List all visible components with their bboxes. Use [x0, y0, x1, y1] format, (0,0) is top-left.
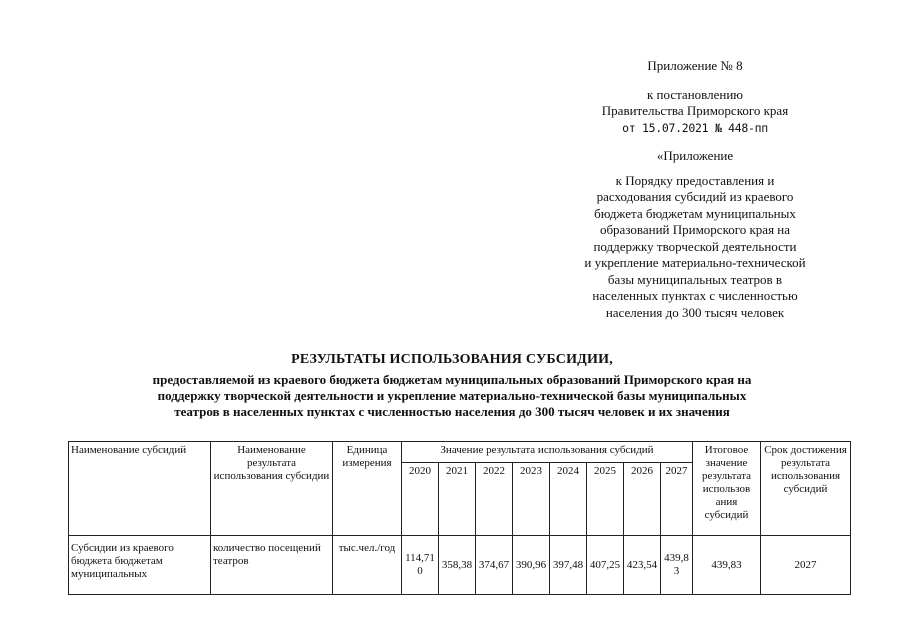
appendix-number: Приложение № 8 — [647, 58, 743, 73]
appendix-order-line: и укрепление материально-технической — [584, 255, 806, 270]
row-result-name: количество посещений театров — [211, 536, 333, 595]
row-value-2024: 397,48 — [550, 536, 587, 595]
header-deadline: Срок достижения результата использования субсидий — [761, 442, 851, 536]
results-table — [68, 441, 851, 595]
row-value-2021: 358,38 — [439, 536, 476, 595]
row-value-2022: 374,67 — [476, 536, 513, 595]
header-result-name: Наименование результата использования субсидии — [211, 442, 333, 536]
appendix-order-line: населения до 300 тысяч человек — [605, 304, 785, 320]
appendix-order-line: к Порядку предоставления и — [615, 172, 775, 188]
appendix-header — [545, 58, 845, 321]
row-value-2025: 407,25 — [587, 536, 624, 595]
document-title — [70, 352, 834, 420]
row-value-2027: 439,83 — [661, 536, 693, 595]
header-total: Итоговое значение результата использов ания субсидий — [693, 442, 761, 536]
header-unit: Единица измерения — [333, 442, 402, 536]
header-year: 2021 — [439, 463, 476, 536]
appendix-order-line: расходования субсидий из краевого — [596, 189, 794, 204]
header-year: 2023 — [513, 463, 550, 536]
row-value-2023: 390,96 — [513, 536, 550, 595]
header-year: 2026 — [624, 463, 661, 536]
header-year: 2022 — [476, 463, 513, 536]
row-subsidy-name: Субсидии из краевого бюджета бюджетам муниципальных — [69, 536, 211, 595]
appendix-order-line: бюджета бюджетам муниципальных — [594, 205, 796, 221]
appendix-order-line: базы муниципальных театров в — [607, 271, 783, 287]
row-value-2026: 423,54 — [624, 536, 661, 595]
header-year: 2027 — [661, 463, 693, 536]
header-values-group: Значение результата использования субсидий — [402, 442, 693, 463]
appendix-order-line: поддержку творческой деятельности — [593, 238, 797, 254]
appendix-government: Правительства Приморского края — [601, 103, 789, 118]
row-total: 439,83 — [693, 536, 761, 595]
document-subtitle-line: предоставляемой из краевого бюджета бюджетам муниципальных образований Приморского края на — [152, 372, 752, 387]
appendix-order-line: образований Приморского края на — [599, 222, 791, 237]
document-subtitle-line: театров в населенных пунктах с численностью населения до 300 тысяч человек и их значения — [174, 404, 730, 419]
row-value-2020: 114,710 — [402, 536, 439, 595]
document-subtitle-line: поддержку творческой деятельности и укрепление материально-технической базы муниципальных — [157, 388, 747, 403]
header-year: 2025 — [587, 463, 624, 536]
table-header-row — [69, 442, 851, 463]
row-deadline: 2027 — [761, 536, 851, 595]
row-unit: тыс.чел./год — [333, 536, 402, 595]
appendix-decree-date: от 15.07.2021 № 448-пп — [622, 120, 768, 135]
appendix-quote-title: «Приложение — [656, 148, 734, 163]
header-year: 2024 — [550, 463, 587, 536]
document-main-title: РЕЗУЛЬТАТЫ ИСПОЛЬЗОВАНИЯ СУБСИДИИ, — [291, 352, 613, 367]
appendix-order-line: населенных пунктах с численностью — [592, 288, 798, 303]
header-subsidy-name: Наименование субсидий — [69, 442, 211, 536]
header-year: 2020 — [402, 463, 439, 536]
table-row — [69, 536, 851, 595]
appendix-decree-ref: к постановлению — [646, 86, 744, 102]
